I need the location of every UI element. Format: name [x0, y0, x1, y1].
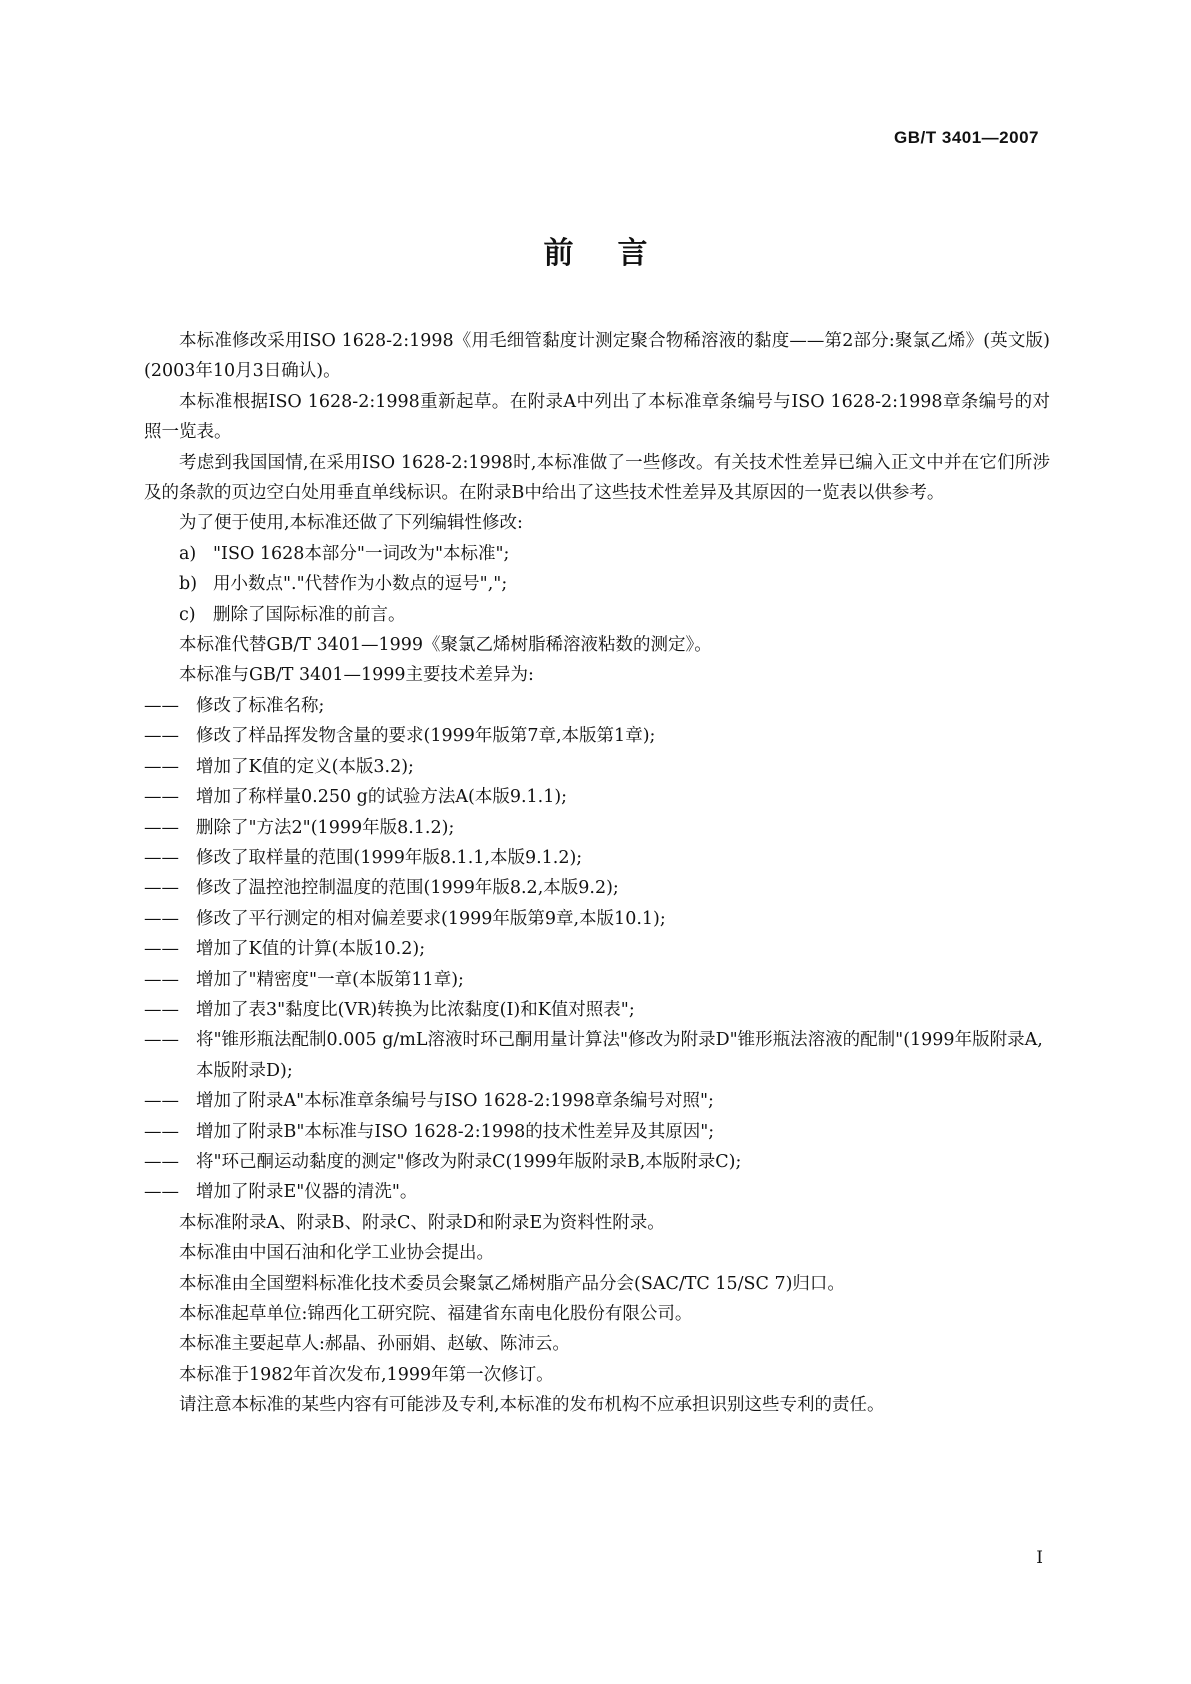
paragraph-editorial-intro: 为了便于使用,本标准还做了下列编辑性修改: [179, 513, 523, 534]
dash-marker: —— [144, 817, 179, 838]
difference-item [144, 813, 1050, 843]
paragraph-history: 本标准于1982年首次发布,1999年第一次修订。 [179, 1364, 554, 1385]
dash-marker: —— [144, 969, 179, 990]
difference-text: 增加了"精密度"一章(本版第11章); [196, 969, 464, 990]
paragraph-diff-intro: 本标准与GB/T 3401—1999主要技术差异为: [179, 665, 534, 686]
dash-marker: —— [144, 908, 179, 929]
difference-text: 增加了表3"黏度比(VR)转换为比浓黏度(I)和K值对照表"; [196, 999, 635, 1020]
paragraph-replaces: 本标准代替GB/T 3401—1999《聚氯乙烯树脂稀溶液粘数的测定》。 [179, 635, 712, 656]
dash-marker: —— [144, 999, 179, 1020]
dash-marker: —— [144, 847, 179, 868]
dash-marker: —— [144, 1030, 179, 1051]
item-label: b) [179, 574, 198, 595]
page-title: 前言 [543, 236, 692, 271]
paragraph-adoption: 本标准修改采用ISO 1628-2:1998《用毛细管黏度计测定聚合物稀溶液的黏度——第2部分:聚氯乙烯》(英文版)(2003年10月3日确认)。 [144, 331, 1050, 382]
dash-marker: —— [144, 878, 179, 899]
difference-item [144, 873, 1050, 903]
difference-item [144, 782, 1050, 812]
difference-text: 修改了平行测定的相对偏差要求(1999年版第9章,本版10.1); [196, 908, 666, 929]
difference-text: 增加了附录B"本标准与ISO 1628-2:1998的技术性差异及其原因"; [196, 1121, 715, 1142]
difference-item [144, 1177, 1050, 1207]
document-body [144, 326, 1050, 1421]
difference-item [144, 1025, 1050, 1086]
paragraph-drafting-units: 本标准起草单位:锦西化工研究院、福建省东南电化股份有限公司。 [179, 1304, 693, 1324]
difference-item [144, 1117, 1050, 1147]
dash-marker: —— [144, 1091, 179, 1112]
difference-item [144, 934, 1050, 964]
paragraph-proposer: 本标准由中国石油和化学工业协会提出。 [179, 1243, 494, 1264]
paragraph-patent-notice: 请注意本标准的某些内容有可能涉及专利,本标准的发布机构不应承担识别这些专利的责任。 [179, 1395, 885, 1416]
dash-marker: —— [144, 787, 179, 808]
difference-text: 修改了温控池控制温度的范围(1999年版8.2,本版9.2); [196, 878, 619, 899]
difference-text: 将"锥形瓶法配制0.005 g/mL溶液时环己酮用量计算法"修改为附录D"锥形瓶法溶液的配制"(1999年版附录A,本版附录D); [196, 1030, 1043, 1081]
paragraph-drafters: 本标准主要起草人:郝晶、孙丽娟、赵敏、陈沛云。 [179, 1334, 570, 1355]
item-text: 用小数点"."代替作为小数点的逗号","; [213, 574, 508, 595]
dash-marker: —— [144, 695, 179, 716]
paragraph-modifications: 考虑到我国国情,在采用ISO 1628-2:1998时,本标准做了一些修改。有关技术性差异已编入正文中并在它们所涉及的条款的页边空白处用垂直单线标识。在附录B中给出了这些技术性差异及其原因的一览表以供参考。 [144, 452, 1050, 504]
difference-item [144, 965, 1050, 995]
paragraph-redrafting: 本标准根据ISO 1628-2:1998重新起草。在附录A中列出了本标准章条编号与ISO 1628-2:1998章条编号的对照一览表。 [144, 391, 1050, 443]
editorial-item [144, 600, 1050, 630]
editorial-item [144, 569, 1050, 599]
item-text: "ISO 1628本部分"一词改为"本标准"; [213, 543, 510, 564]
difference-item [144, 904, 1050, 934]
dash-marker: —— [144, 1182, 179, 1203]
paragraph-committee: 本标准由全国塑料标准化技术委员会聚氯乙烯树脂产品分会(SAC/TC 15/SC 7)归口。 [179, 1273, 845, 1294]
item-text: 删除了国际标准的前言。 [213, 604, 406, 625]
difference-item [144, 691, 1050, 721]
difference-text: 增加了称样量0.250 g的试验方法A(本版9.1.1); [196, 787, 568, 808]
difference-text: 修改了标准名称; [196, 695, 325, 716]
standard-code: GB/T 3401—2007 [894, 128, 1039, 147]
item-label: a) [179, 543, 197, 564]
editorial-item [144, 539, 1050, 569]
difference-item [144, 721, 1050, 751]
item-label: c) [179, 604, 196, 625]
paragraph-annexes: 本标准附录A、附录B、附录C、附录D和附录E为资料性附录。 [179, 1212, 665, 1233]
dash-marker: —— [144, 726, 179, 747]
difference-text: 增加了K值的定义(本版3.2); [196, 756, 414, 777]
page-number: I [1036, 1548, 1043, 1568]
difference-item [144, 1086, 1050, 1116]
difference-text: 将"环己酮运动黏度的测定"修改为附录C(1999年版附录B,本版附录C); [196, 1151, 742, 1172]
difference-text: 增加了附录A"本标准章条编号与ISO 1628-2:1998章条编号对照"; [196, 1091, 714, 1112]
difference-item [144, 752, 1050, 782]
difference-text: 修改了样品挥发物含量的要求(1999年版第7章,本版第1章); [196, 726, 656, 747]
difference-text: 删除了"方法2"(1999年版8.1.2); [196, 817, 455, 838]
difference-item [144, 1147, 1050, 1177]
difference-item [144, 843, 1050, 873]
difference-item [144, 995, 1050, 1025]
difference-text: 修改了取样量的范围(1999年版8.1.1,本版9.1.2); [196, 847, 583, 868]
dash-marker: —— [144, 1151, 179, 1172]
dash-marker: —— [144, 1121, 179, 1142]
difference-text: 增加了K值的计算(本版10.2); [196, 939, 426, 960]
dash-marker: —— [144, 756, 179, 777]
dash-marker: —— [144, 939, 179, 960]
difference-text: 增加了附录E"仪器的清洗"。 [196, 1182, 418, 1203]
